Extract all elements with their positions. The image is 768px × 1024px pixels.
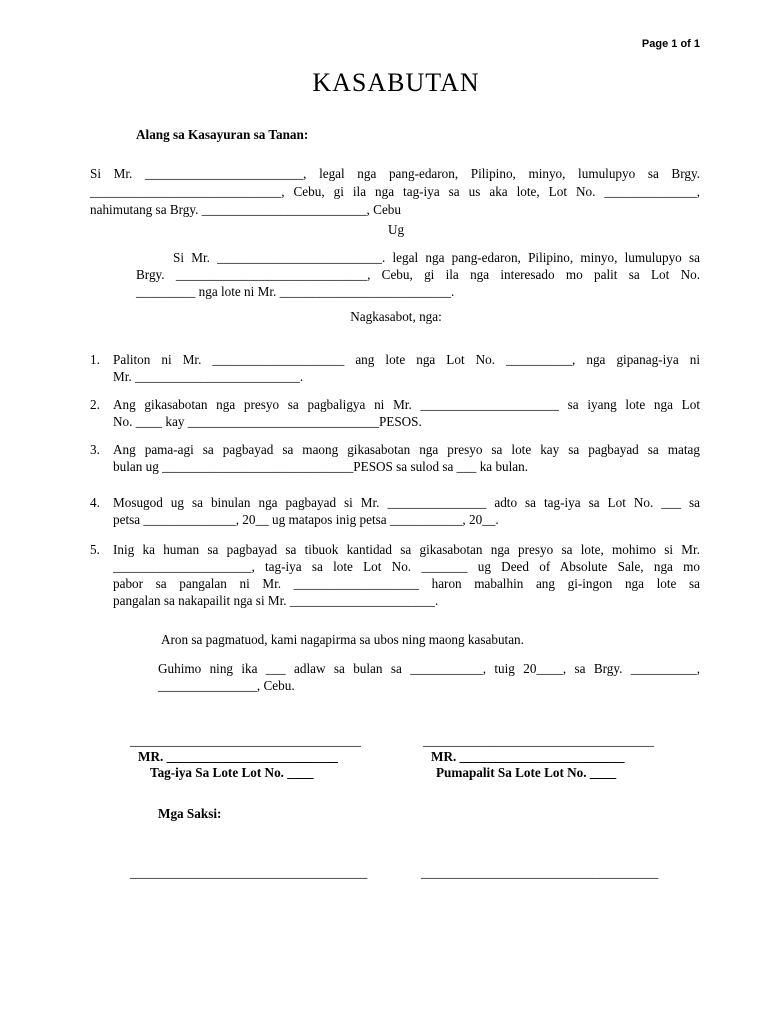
item-line: Paliton ni Mr. ____________________ ang lote nga Lot No. __________, nga gipanag-iya ni: [113, 352, 700, 367]
witness-line-left: ____________________________________: [130, 865, 368, 880]
signature-line-owner: ___________________________________: [130, 733, 361, 748]
party2-line: [173, 250, 700, 266]
page-number: Page 1 of 1: [641, 38, 700, 50]
item-line: Mosugod ug sa binulan nga pagbayad si Mr. _______________ adto sa tag-iya sa Lot No. ___ sa: [113, 495, 700, 510]
item-number: 2.: [90, 397, 100, 412]
item-line: Ang gikasabotan nga presyo sa pagbaligya ni Mr. _____________________ sa iyang lote nga Lot: [113, 397, 700, 412]
item-line: petsa ______________, 20__ ug matapos inig petsa ___________, 20__.: [113, 512, 499, 527]
item-line: Mr. _________________________.: [113, 369, 304, 384]
signature-name-buyer: MR. _________________________: [431, 749, 625, 764]
witnesses-label: Mga Saksi:: [158, 806, 222, 821]
party2-paragraph: [136, 267, 700, 303]
item-line: No. ____ kay _____________________________PESOS.: [113, 414, 422, 429]
party1-paragraph: [90, 166, 700, 218]
party2-line-text: Si Mr. _________________________. legal nga pang-edaron, Pilipino, minyo, lumulupyo sa: [173, 250, 700, 265]
witness-line-right: ____________________________________: [421, 865, 659, 880]
item-line: Inig ka human sa pagbayad sa tibuok kantidad sa gikasabotan nga presyo sa lote, mohimo si Mr.: [113, 542, 700, 557]
list-item: [113, 352, 700, 386]
signature-name-owner: MR. __________________________: [138, 749, 339, 764]
executed-line: Guhimo ning ika ___ adlaw sa bulan sa ___________, tuig 20____, sa Brgy. __________,: [158, 661, 700, 676]
item-number: 4.: [90, 495, 100, 510]
party2-line: Brgy. _____________________________, Cebu, gi ila nga interesado mo palit sa Lot No.: [136, 267, 700, 282]
party1-line: Si Mr. ________________________, legal nga pang-edaron, Pilipino, minyo, lumulupyo sa Brgy.: [90, 166, 700, 181]
item-line: _____________________, tag-iya sa lote Lot No. _______ ug Deed of Absolute Sale, nga mo: [113, 559, 700, 574]
list-item: [113, 495, 700, 529]
party2-line: _________ nga lote ni Mr. __________________________.: [136, 284, 455, 299]
ug-conjunction: Ug: [387, 222, 405, 237]
executed-line: _______________, Cebu.: [158, 678, 295, 693]
item-number: 3.: [90, 442, 100, 457]
signature-line-buyer: ___________________________________: [423, 733, 654, 748]
party1-line: _____________________________, Cebu, gi ila nga tag-iya sa us aka lote, Lot No. ______________,: [90, 184, 700, 199]
signature-role-owner: Tag-iya Sa Lote Lot No. ____: [150, 765, 314, 780]
document-title: KASABUTAN: [312, 68, 480, 97]
item-line: Ang pama-agi sa pagbayad sa maong gikasabotan nga presyo sa lote kay sa pagbayad sa matag: [113, 442, 700, 457]
item-line: pabor sa pangalan ni Mr. ___________________ haron mabalhin ang gi-ingon nga lote sa: [113, 576, 700, 591]
item-line: bulan ug _____________________________PESOS sa sulod sa ___ ka bulan.: [113, 459, 529, 474]
signature-role-buyer: Pumapalit Sa Lote Lot No. ____: [436, 765, 617, 780]
item-number: 1.: [90, 352, 100, 367]
executed-paragraph: [158, 661, 700, 695]
list-item: [113, 542, 700, 610]
nagkasabot-heading: Nagkasabot, nga:: [350, 309, 442, 324]
salutation: Alang sa Kasayuran sa Tanan:: [136, 127, 309, 142]
party1-line: nahimutang sa Brgy. _________________________, Cebu: [90, 202, 401, 217]
list-item: [113, 442, 700, 476]
list-item: [113, 397, 700, 431]
item-line: pangalan sa nakapailit nga si Mr. ______________________.: [113, 593, 439, 608]
item-number: 5.: [90, 542, 100, 557]
closing-statement: Aron sa pagmatuod, kami nagapirma sa ubos ning maong kasabutan.: [161, 632, 524, 647]
